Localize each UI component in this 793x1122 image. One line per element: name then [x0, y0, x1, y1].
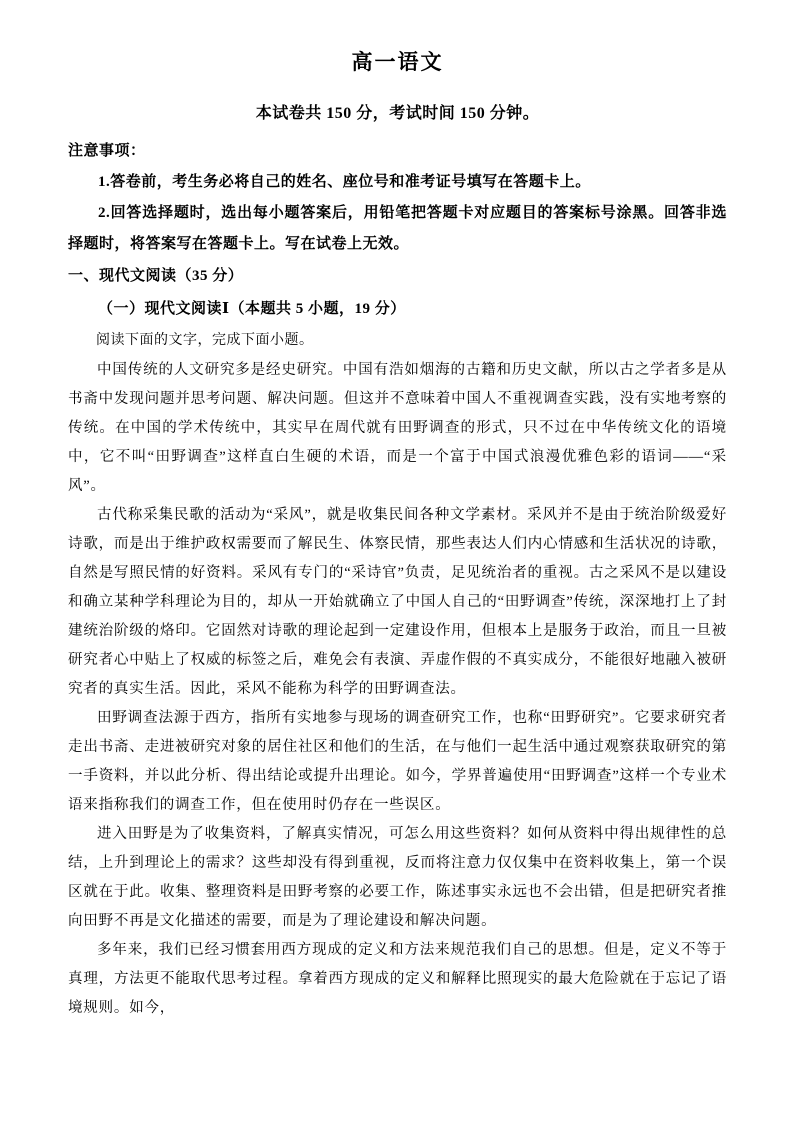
passage-paragraph-2: 古代称采集民歌的活动为“采风”，就是收集民间各种文学素材。采风并不是由于统治阶级爱好诗歌，而是出于维护政权需要而了解民生、体察民情，那些表达人们内心情感和生活状况的诗歌，自然是写照民情的好资料。采风有专门的“采诗官”负责，足见统治者的重视。古之采风不是以建设和确立某种学科理论为目的，却从一开始就确立了中国人自己的“田野调查”传统，深深地打上了封建统治阶级的烙印。它固然对诗歌的理论起到一定建设作用，但根本上是服务于政治，而且一旦被研究者心中贴上了权威的标签之后，难免会有表演、弄虚作假的不真实成分，不能很好地融入被研究者的真实生活。因此，采风不能称为科学的田野调查法。 — [68, 507, 727, 697]
passage-paragraph-3: 田野调查法源于西方，指所有实地参与现场的调查研究工作，也称“田野研究”。它要求研究者走出书斋、走进被研究对象的居住社区和他们的生活，在与他们一起生活中通过观察获取研究的第一手资料，并以此分析、得出结论或提升出理论。如今，学界普遍使用“田野调查”这样一个专业术语来指称我们的调查工作，但在使用时仍存在一些误区。 — [68, 710, 727, 813]
exam-subtitle: 本试卷共 150 分，考试时间 150 分钟。 — [255, 105, 540, 122]
passage-paragraph-1: 中国传统的人文研究多是经史研究。中国有浩如烟海的古籍和历史文献，所以古之学者多是从书斋中发现问题并思考问题、解决问题。但这并不意味着中国人不重视调查实践，没有实地考察的传统。在中国的学术传统中，其实早在周代就有田野调查的形式，只不过在中华传统文化的语境中，它不叫“田野调查”这样直白生硬的术语，而是一个富于中国式浪漫优雅色彩的语词——“采风”。 — [68, 362, 727, 494]
passage-paragraph-4: 进入田野是为了收集资料，了解真实情况，可怎么用这些资料？如何从资料中得出规律性的总结，上升到理论上的需求？这些却没有得到重视，反而将注意力仅仅集中在资料收集上，第一个误区就在于此。收集、整理资料是田野考察的必要工作，陈述事实永远也不会出错，但是把研究者推向田野不再是文化描述的需要，而是为了理论建设和解决问题。 — [68, 826, 727, 929]
notice-item-1: 1.答卷前，考生务必将自己的姓名、座位号和准考证号填写在答题卡上。 — [98, 174, 591, 190]
section-heading-modern-reading: 一、现代文阅读（35 分） — [68, 268, 244, 284]
passage-paragraph-5: 多年来，我们已经习惯套用西方现成的定义和方法来规范我们自己的思想。但是，定义不等于真理，方法更不能取代思考过程。拿着西方现成的定义和解释比照现实的最大危险就在于忘记了语境规则。如今， — [68, 942, 727, 1016]
notice-item-2: 2.回答选择题时，选出每小题答案后，用铅笔把答题卡对应题目的答案标号涂黑。回答非选择题时，将答案写在答题卡上。写在试卷上无效。 — [68, 205, 727, 252]
notice-heading: 注意事项： — [68, 143, 146, 159]
reading-instruction: 阅读下面的文字，完成下面小题。 — [96, 333, 314, 348]
exam-title: 高一语文 — [351, 50, 444, 74]
subsection-heading-modern-reading-1: （一）现代文阅读Ⅰ（本题共 5 小题，19 分） — [98, 301, 406, 317]
